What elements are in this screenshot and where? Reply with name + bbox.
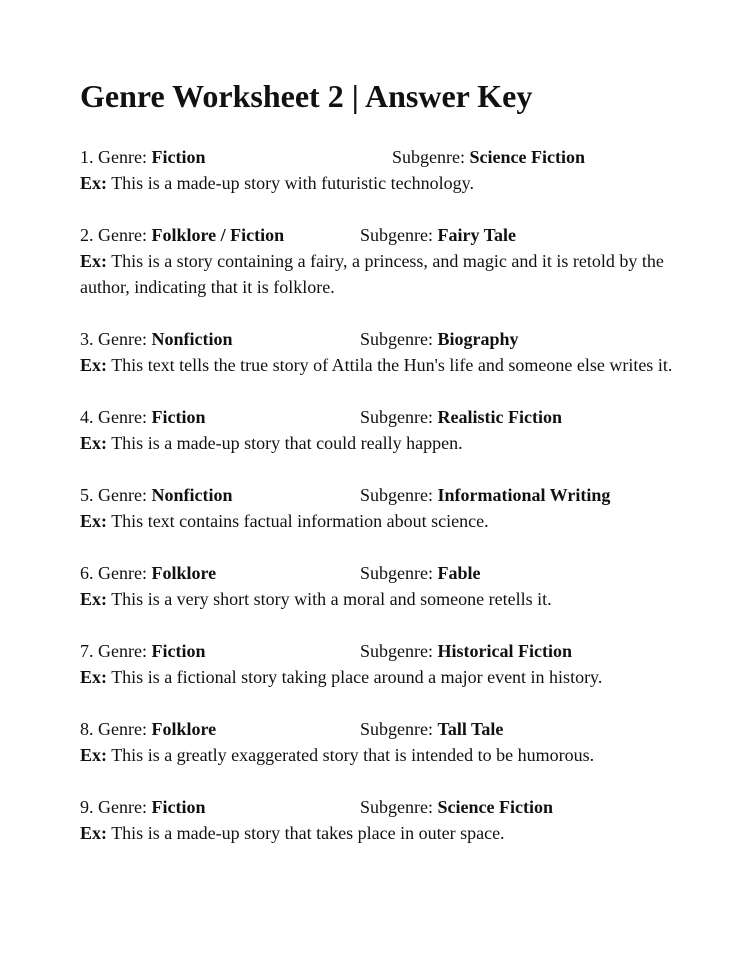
explanation-text: This text contains factual information about science. bbox=[111, 511, 489, 531]
answer-entry bbox=[80, 144, 700, 196]
entry-number: 1. bbox=[80, 147, 94, 167]
entry-number: 9. bbox=[80, 797, 94, 817]
genre-label: Genre: bbox=[98, 485, 147, 505]
genre-label: Genre: bbox=[98, 797, 147, 817]
subgenre-answer: Science Fiction bbox=[469, 147, 585, 167]
answer-entry bbox=[80, 326, 700, 378]
answer-entry bbox=[80, 560, 700, 612]
genre-line bbox=[80, 638, 700, 664]
explanation-text: This is a greatly exaggerated story that is intended to be humorous. bbox=[111, 745, 595, 765]
answer-entry bbox=[80, 482, 700, 534]
ex-label: Ex: bbox=[80, 823, 107, 843]
subgenre-answer: Fable bbox=[437, 563, 481, 583]
subgenre bbox=[360, 404, 562, 430]
subgenre-label: Subgenre: bbox=[360, 563, 433, 583]
ex-label: Ex: bbox=[80, 251, 107, 271]
subgenre-answer: Informational Writing bbox=[437, 485, 611, 505]
explanation bbox=[80, 430, 700, 456]
genre-line bbox=[80, 716, 700, 742]
genre-line bbox=[80, 404, 700, 430]
genre-label: Genre: bbox=[98, 147, 147, 167]
answer-entry bbox=[80, 222, 700, 300]
subgenre bbox=[360, 222, 516, 248]
genre-line bbox=[80, 326, 700, 352]
answer-entry bbox=[80, 638, 700, 690]
explanation bbox=[80, 820, 700, 846]
explanation-text: This is a made-up story that could really happen. bbox=[111, 433, 463, 453]
genre-line bbox=[80, 144, 700, 170]
explanation-text: This is a very short story with a moral and someone retells it. bbox=[111, 589, 552, 609]
subgenre bbox=[360, 794, 553, 820]
genre-label: Genre: bbox=[98, 407, 147, 427]
explanation bbox=[80, 664, 700, 690]
subgenre bbox=[360, 638, 572, 664]
ex-label: Ex: bbox=[80, 173, 107, 193]
explanation-text: This is a story containing a fairy, a princess, and magic and it is retold by the author, indicating that it is folklore. bbox=[80, 251, 664, 297]
subgenre bbox=[360, 716, 503, 742]
entry-number: 3. bbox=[80, 329, 94, 349]
genre-answer: Folklore / Fiction bbox=[151, 225, 285, 245]
explanation-text: This is a made-up story that takes place in outer space. bbox=[111, 823, 505, 843]
explanation bbox=[80, 508, 700, 534]
genre-label: Genre: bbox=[98, 719, 147, 739]
subgenre-label: Subgenre: bbox=[392, 147, 465, 167]
subgenre-answer: Science Fiction bbox=[437, 797, 553, 817]
ex-label: Ex: bbox=[80, 745, 107, 765]
page-title: Genre Worksheet 2 | Answer Key bbox=[80, 78, 533, 114]
genre-answer: Fiction bbox=[151, 797, 206, 817]
explanation bbox=[80, 586, 700, 612]
answer-list bbox=[80, 144, 700, 872]
genre-line bbox=[80, 222, 700, 248]
explanation bbox=[80, 170, 700, 196]
ex-label: Ex: bbox=[80, 589, 107, 609]
answer-entry bbox=[80, 404, 700, 456]
explanation bbox=[80, 248, 700, 300]
entry-number: 5. bbox=[80, 485, 94, 505]
subgenre-label: Subgenre: bbox=[360, 407, 433, 427]
subgenre bbox=[360, 560, 480, 586]
subgenre-answer: Tall Tale bbox=[437, 719, 504, 739]
genre-answer: Fiction bbox=[151, 641, 206, 661]
genre-label: Genre: bbox=[98, 329, 147, 349]
ex-label: Ex: bbox=[80, 667, 107, 687]
explanation-text: This is a made-up story with futuristic technology. bbox=[111, 173, 474, 193]
entry-number: 2. bbox=[80, 225, 98, 245]
subgenre-label: Subgenre: bbox=[360, 329, 433, 349]
genre-answer: Fiction bbox=[151, 147, 206, 167]
subgenre-label: Subgenre: bbox=[360, 225, 433, 245]
explanation-text: This text tells the true story of Attila the Hun's life and someone else writes it. bbox=[111, 355, 673, 375]
subgenre-answer: Fairy Tale bbox=[437, 225, 516, 245]
genre-label: Genre: bbox=[98, 563, 147, 583]
genre-line bbox=[80, 794, 700, 820]
subgenre-answer: Historical Fiction bbox=[437, 641, 572, 661]
explanation bbox=[80, 742, 700, 768]
subgenre-label: Subgenre: bbox=[360, 641, 433, 661]
entry-number: 7. bbox=[80, 641, 94, 661]
subgenre bbox=[392, 144, 585, 170]
subgenre-label: Subgenre: bbox=[360, 485, 433, 505]
genre-label: Genre: bbox=[98, 641, 147, 661]
genre-answer: Folklore bbox=[151, 719, 217, 739]
genre-answer: Nonfiction bbox=[151, 329, 233, 349]
subgenre bbox=[360, 326, 519, 352]
entry-number: 4. bbox=[80, 407, 94, 427]
genre-answer: Nonfiction bbox=[151, 485, 233, 505]
subgenre-answer: Biography bbox=[437, 329, 519, 349]
subgenre bbox=[360, 482, 610, 508]
explanation bbox=[80, 352, 700, 378]
subgenre-label: Subgenre: bbox=[360, 797, 433, 817]
subgenre-label: Subgenre: bbox=[360, 719, 433, 739]
ex-label: Ex: bbox=[80, 511, 107, 531]
entry-number: 8. bbox=[80, 719, 94, 739]
genre-answer: Fiction bbox=[151, 407, 206, 427]
genre-answer: Folklore bbox=[151, 563, 217, 583]
answer-entry bbox=[80, 716, 700, 768]
explanation-text: This is a fictional story taking place around a major event in history. bbox=[111, 667, 603, 687]
genre-line bbox=[80, 560, 700, 586]
ex-label: Ex: bbox=[80, 355, 107, 375]
subgenre-answer: Realistic Fiction bbox=[437, 407, 562, 427]
genre-line bbox=[80, 482, 700, 508]
entry-number: 6. bbox=[80, 563, 94, 583]
genre-label: Genre: bbox=[98, 225, 147, 245]
ex-label: Ex: bbox=[80, 433, 107, 453]
answer-entry bbox=[80, 794, 700, 846]
